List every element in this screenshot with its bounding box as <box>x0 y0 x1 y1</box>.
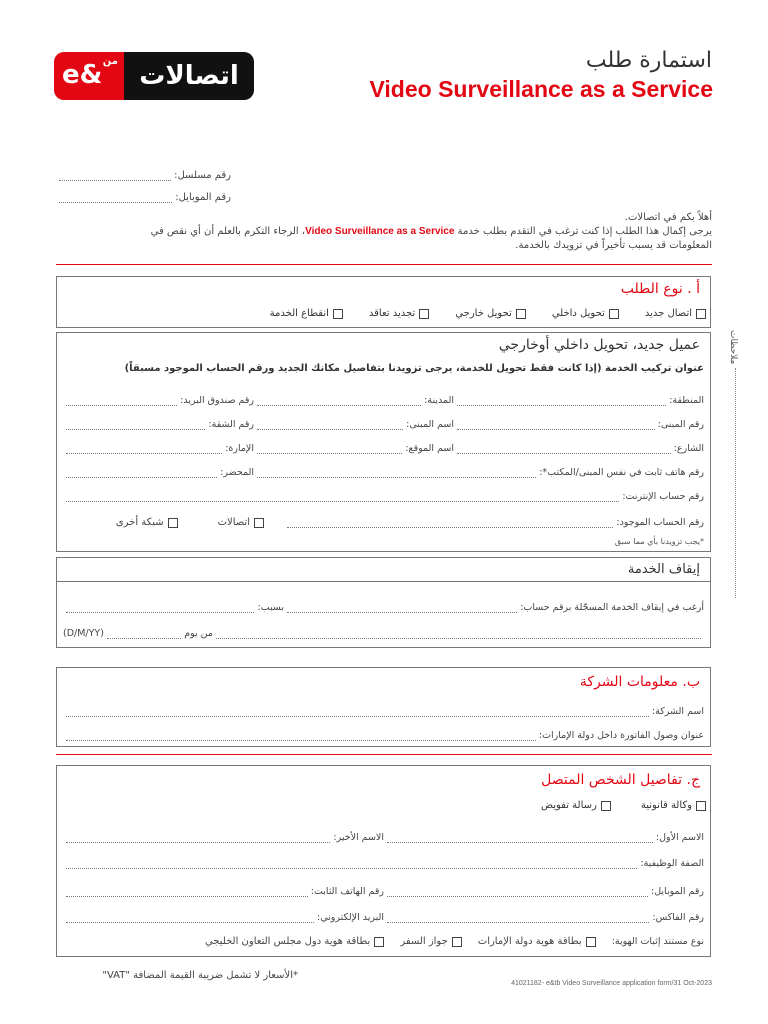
checkbox[interactable] <box>374 937 384 947</box>
form-title-english: Video Surveillance as a Service <box>369 76 713 102</box>
contact-mobile-field[interactable] <box>387 887 648 897</box>
other-network-option[interactable]: شبكة أخرى <box>116 517 178 528</box>
last-name-field[interactable] <box>66 833 330 843</box>
reason-label: بسبب: <box>257 602 284 613</box>
from-date-label: من يوم <box>184 628 213 639</box>
checkbox[interactable] <box>452 937 462 947</box>
job-title-field[interactable] <box>66 859 637 869</box>
job-title-row <box>63 858 704 869</box>
city-label: المدينة: <box>424 395 454 406</box>
checkbox[interactable] <box>696 801 706 811</box>
address-heading: عنوان تركيب الخدمة (إذا كانت فقط تحويل للخدمة، يرجى تزويدنا بتفاصيل مكانك الجديد ورقم الحساب الموجود مسبقاً) <box>124 363 704 374</box>
order-option-internal[interactable]: تحويل داخلي <box>552 308 619 319</box>
billing-address-row <box>63 730 704 741</box>
address-row-4 <box>63 467 704 478</box>
stop-service-heading: إيقاف الخدمة <box>627 562 700 577</box>
internet-account-label: رقم حساب الإنترنت: <box>622 491 704 502</box>
serial-number-field[interactable] <box>56 170 231 181</box>
existing-account-field[interactable] <box>287 518 613 528</box>
company-section <box>56 667 711 747</box>
building-name-label: اسم المبنى: <box>406 419 454 430</box>
checkbox[interactable] <box>696 309 706 319</box>
landline-label: رقم هاتف ثابت في نفس المبنى/المكتب*: <box>539 467 704 478</box>
location-name-label: اسم الموقع: <box>405 443 454 454</box>
address-row-2 <box>63 419 704 430</box>
company-name-label: اسم الشركة: <box>651 706 704 717</box>
stop-service-header <box>57 558 710 582</box>
order-option-disconnect[interactable]: انقطاع الخدمة <box>270 308 343 319</box>
city-field[interactable] <box>257 396 421 406</box>
date-format: (D/M/YY) <box>63 628 104 639</box>
location-name-field[interactable] <box>257 444 402 454</box>
street-field[interactable] <box>457 444 671 454</box>
stop-service-section <box>56 557 711 648</box>
contact-section <box>56 765 711 957</box>
order-option-external[interactable]: تحويل خارجي <box>455 308 526 319</box>
region-label: المنطقة: <box>669 395 704 406</box>
checkbox[interactable] <box>254 518 264 528</box>
billing-address-label: عنوان وصول الفاتورة داخل دولة الإمارات: <box>538 730 704 741</box>
job-title-label: الصفة الوظيفية: <box>640 858 704 869</box>
reason-field[interactable] <box>66 603 254 613</box>
address-row-1 <box>63 395 704 406</box>
existing-account-label: رقم الحساب الموجود: <box>616 517 704 528</box>
new-customer-heading: عميل جديد، تحويل داخلي أوخارجي <box>498 337 700 353</box>
fax-email-row <box>63 912 704 923</box>
id-option-gcc[interactable]: بطاقة هوية دول مجلس التعاون الخليجي <box>205 936 384 947</box>
vat-note: *الأسعار لا تشمل ضريبة القيمة المضافة "VAT" <box>102 970 298 981</box>
order-option-new[interactable]: اتصال جديد <box>645 308 706 319</box>
first-name-label: الاسم الأول: <box>655 832 704 843</box>
checkbox[interactable] <box>333 309 343 319</box>
id-option-passport[interactable]: جواز السفر <box>400 936 461 947</box>
new-customer-section <box>56 332 711 552</box>
intro-line-1 <box>56 225 712 239</box>
contact-landline-field[interactable] <box>66 887 308 897</box>
from-date-field[interactable] <box>107 629 181 639</box>
checkbox[interactable] <box>419 309 429 319</box>
stop-account-field[interactable] <box>287 603 517 613</box>
email-field[interactable] <box>66 913 314 923</box>
emirate-field[interactable] <box>66 444 222 454</box>
street-label: الشارع: <box>673 443 704 454</box>
divider <box>56 264 712 265</box>
side-notes <box>718 330 748 600</box>
form-title-arabic: استمارة طلب <box>585 48 712 73</box>
stop-extra-field[interactable] <box>216 629 701 639</box>
contact-landline-label: رقم الهاتف الثابت: <box>310 886 384 897</box>
nearby-field[interactable] <box>66 468 217 478</box>
address-row-6 <box>63 517 704 528</box>
email-label: البريد الإلكتروني: <box>317 912 384 923</box>
order-type-heading: أ . نوع الطلب <box>620 281 700 297</box>
billing-address-field[interactable] <box>66 731 536 741</box>
form-code: 41021182- e&tb Video Surveillance application form/31 Oct-2023 <box>511 980 712 987</box>
building-number-label: رقم المبنى: <box>657 419 704 430</box>
company-heading: ب. معلومات الشركة <box>579 674 700 690</box>
contact-mobile-label: رقم الموبايل: <box>651 886 704 897</box>
etisalat-option[interactable]: اتصالات <box>218 517 264 528</box>
mobile-number-label: رقم الموبايل: <box>175 192 231 203</box>
internet-account-field[interactable] <box>66 492 619 502</box>
phone-row <box>63 886 704 897</box>
intro-line-1b: ، الرجاء التكرم بالعلم أن أي نقص في <box>150 226 306 237</box>
address-row-3 <box>63 443 704 454</box>
stop-request-label: أرغب في إيقاف الخدمة المسجّلة برقم حساب: <box>520 602 704 613</box>
checkbox[interactable] <box>609 309 619 319</box>
side-notes-label: ملاحظات <box>728 330 738 365</box>
authorization-letter-option[interactable]: رسالة تفويض <box>541 800 611 811</box>
checkbox[interactable] <box>601 801 611 811</box>
building-name-field[interactable] <box>257 420 403 430</box>
intro-brand: Video Surveillance as a Service <box>305 226 455 237</box>
building-number-field[interactable] <box>457 420 655 430</box>
etisalat-logo <box>54 52 254 100</box>
power-of-attorney-option[interactable]: وكالة قانونية <box>641 800 706 811</box>
stop-service-row-2 <box>63 628 704 639</box>
serial-number-line[interactable] <box>59 171 171 181</box>
eand-text: e& <box>62 60 103 90</box>
name-row <box>63 832 704 843</box>
fax-field[interactable] <box>387 913 649 923</box>
fax-label: رقم الفاكس: <box>652 912 704 923</box>
order-option-renewal[interactable]: تجديد تعاقد <box>369 308 429 319</box>
welcome-text: أهلاً بكم في اتصالات. <box>624 212 712 223</box>
first-name-field[interactable] <box>387 833 653 843</box>
order-type-options <box>63 308 706 319</box>
intro-text <box>56 211 712 253</box>
id-option-uae[interactable]: بطاقة هوية دولة الإمارات <box>478 936 596 947</box>
address-row-5 <box>63 491 704 502</box>
region-field[interactable] <box>457 396 666 406</box>
serial-number-label: رقم مسلسل: <box>174 170 231 181</box>
intro-line-1a: يرجى إكمال هذا الطلب إذا كنت ترغب في التقدم بطلب خدمة <box>457 226 712 237</box>
mobile-number-field[interactable] <box>56 192 231 203</box>
contact-heading: ج. تفاصيل الشخص المتصل <box>541 772 700 788</box>
nearby-label: المحضر: <box>220 467 254 478</box>
eand-mark <box>54 52 124 100</box>
last-name-label: الاسم الأخير: <box>333 832 384 843</box>
side-notes-line[interactable] <box>735 368 736 598</box>
id-type-label: نوع مستند إثبات الهوية: <box>611 936 704 947</box>
mobile-number-line[interactable] <box>59 193 172 203</box>
pobox-field[interactable] <box>66 396 177 406</box>
flat-number-field[interactable] <box>66 420 205 430</box>
authorization-options <box>541 800 706 811</box>
company-name-row <box>63 706 704 717</box>
landline-field[interactable] <box>257 468 536 478</box>
stop-service-row-1 <box>63 602 704 613</box>
company-name-field[interactable] <box>66 707 649 717</box>
checkbox[interactable] <box>516 309 526 319</box>
required-note: *يجب تزويدنا بأي مما سبق <box>614 537 704 546</box>
id-type-row <box>63 936 704 947</box>
logo-from-text: من <box>102 56 118 67</box>
pobox-label: رقم صندوق البريد: <box>180 395 254 406</box>
checkbox[interactable] <box>586 937 596 947</box>
intro-line-2: المعلومات قد يسبب تأخيراً في تزويدك بالخدمة. <box>515 240 712 251</box>
logo-name: اتصالات <box>124 52 254 100</box>
flat-number-label: رقم الشقة: <box>208 419 254 430</box>
checkbox[interactable] <box>168 518 178 528</box>
divider <box>56 754 712 755</box>
order-type-section <box>56 276 711 328</box>
emirate-label: الإمارة: <box>225 443 254 454</box>
